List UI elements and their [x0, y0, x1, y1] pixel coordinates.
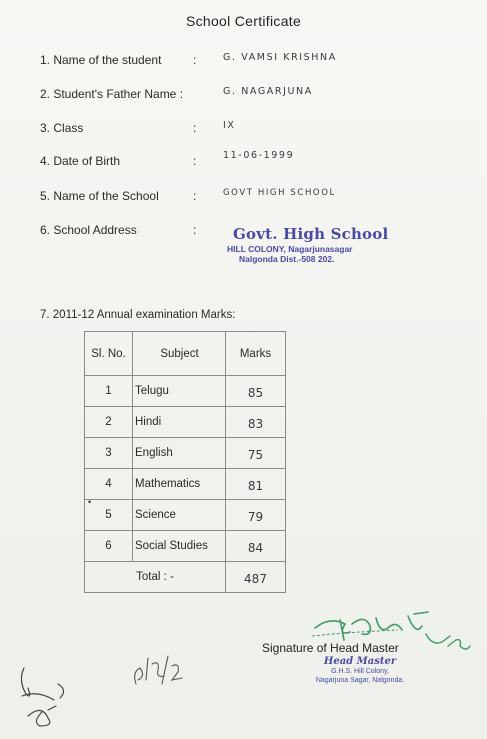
marks-table: [84, 331, 286, 593]
field-label: 3. Class: [40, 121, 84, 135]
field-value: G. NAGARJUNA: [223, 86, 313, 97]
cell-sl: 1: [85, 376, 133, 407]
cell-subject: Mathematics: [133, 469, 226, 500]
field-date-of-birth: [40, 150, 480, 174]
cell-sl: 5: [85, 500, 133, 531]
handwritten-initials: [8, 660, 78, 736]
cell-marks: 84: [226, 531, 286, 562]
table-total-row: [85, 562, 286, 593]
cell-sl: 2: [85, 407, 133, 438]
header-sl-no: Sl. No.: [85, 332, 133, 376]
field-colon: :: [193, 121, 197, 135]
field-school-name: [40, 189, 480, 209]
table-row: [85, 469, 286, 500]
table-row: [85, 376, 286, 407]
field-value: GOVT HIGH SCHOOL: [223, 188, 336, 198]
field-value: 11-06-1999: [223, 150, 295, 161]
stamp-school-name: Govt. High School: [233, 225, 389, 243]
headmaster-stamp: [300, 656, 420, 685]
field-colon: :: [193, 189, 197, 203]
cell-sl: 4: [85, 469, 133, 500]
table-row: [85, 407, 286, 438]
field-father-name: [40, 87, 480, 107]
field-class: [40, 121, 480, 141]
field-value: G. VAMSI KRISHNA: [223, 52, 337, 63]
cell-marks: 75: [226, 438, 286, 469]
stamp-line: G.H.S. Hill Colony,: [331, 668, 389, 675]
document-title: School Certificate: [185, 13, 302, 29]
cell-subject: Science: [133, 500, 226, 531]
table-row: [85, 531, 286, 562]
cell-sl: 6: [85, 531, 133, 562]
field-colon: :: [193, 223, 197, 237]
cell-marks: 85: [226, 376, 286, 407]
field-value: IX: [223, 120, 236, 131]
field-colon: :: [193, 154, 197, 168]
signature-caption: Signature of Head Master: [262, 641, 399, 655]
header-subject: Subject: [133, 332, 226, 376]
table-header-row: [85, 332, 286, 376]
stamp-address-line: HILL COLONY, Nagarjunasagar: [227, 244, 353, 254]
cell-marks: 83: [226, 407, 286, 438]
stray-dot: •: [88, 497, 92, 507]
table-row: [85, 500, 286, 531]
total-marks: 487: [226, 562, 286, 593]
cell-subject: English: [133, 438, 226, 469]
cell-sl: 3: [85, 438, 133, 469]
field-label: 4. Date of Birth: [40, 154, 121, 168]
field-label: 6. School Address: [40, 223, 137, 237]
cell-marks: 81: [226, 469, 286, 500]
field-label: 5. Name of the School: [40, 189, 159, 203]
field-label: 1. Name of the student: [40, 53, 162, 67]
table-row: [85, 438, 286, 469]
total-label: Total : -: [85, 562, 226, 593]
field-colon: :: [193, 53, 197, 67]
school-address-stamp: [227, 225, 407, 264]
stamp-title: Head Master: [323, 656, 397, 667]
stamp-line: Nagarjuna Sagar, Nalgonda.: [315, 677, 405, 684]
handwritten-date: [128, 650, 188, 690]
stamp-address-line: Nalgonda Dist.-508 202.: [239, 254, 335, 264]
cell-subject: Telugu: [133, 376, 226, 407]
cell-subject: Social Studies: [133, 531, 226, 562]
cell-marks: 79: [226, 500, 286, 531]
field-student-name: [40, 53, 480, 73]
field-label: 2. Student's Father Name :: [40, 87, 184, 101]
header-marks: Marks: [226, 332, 286, 376]
cell-subject: Hindi: [133, 407, 226, 438]
marks-section-title: 7. 2011-12 Annual examination Marks:: [40, 309, 236, 321]
